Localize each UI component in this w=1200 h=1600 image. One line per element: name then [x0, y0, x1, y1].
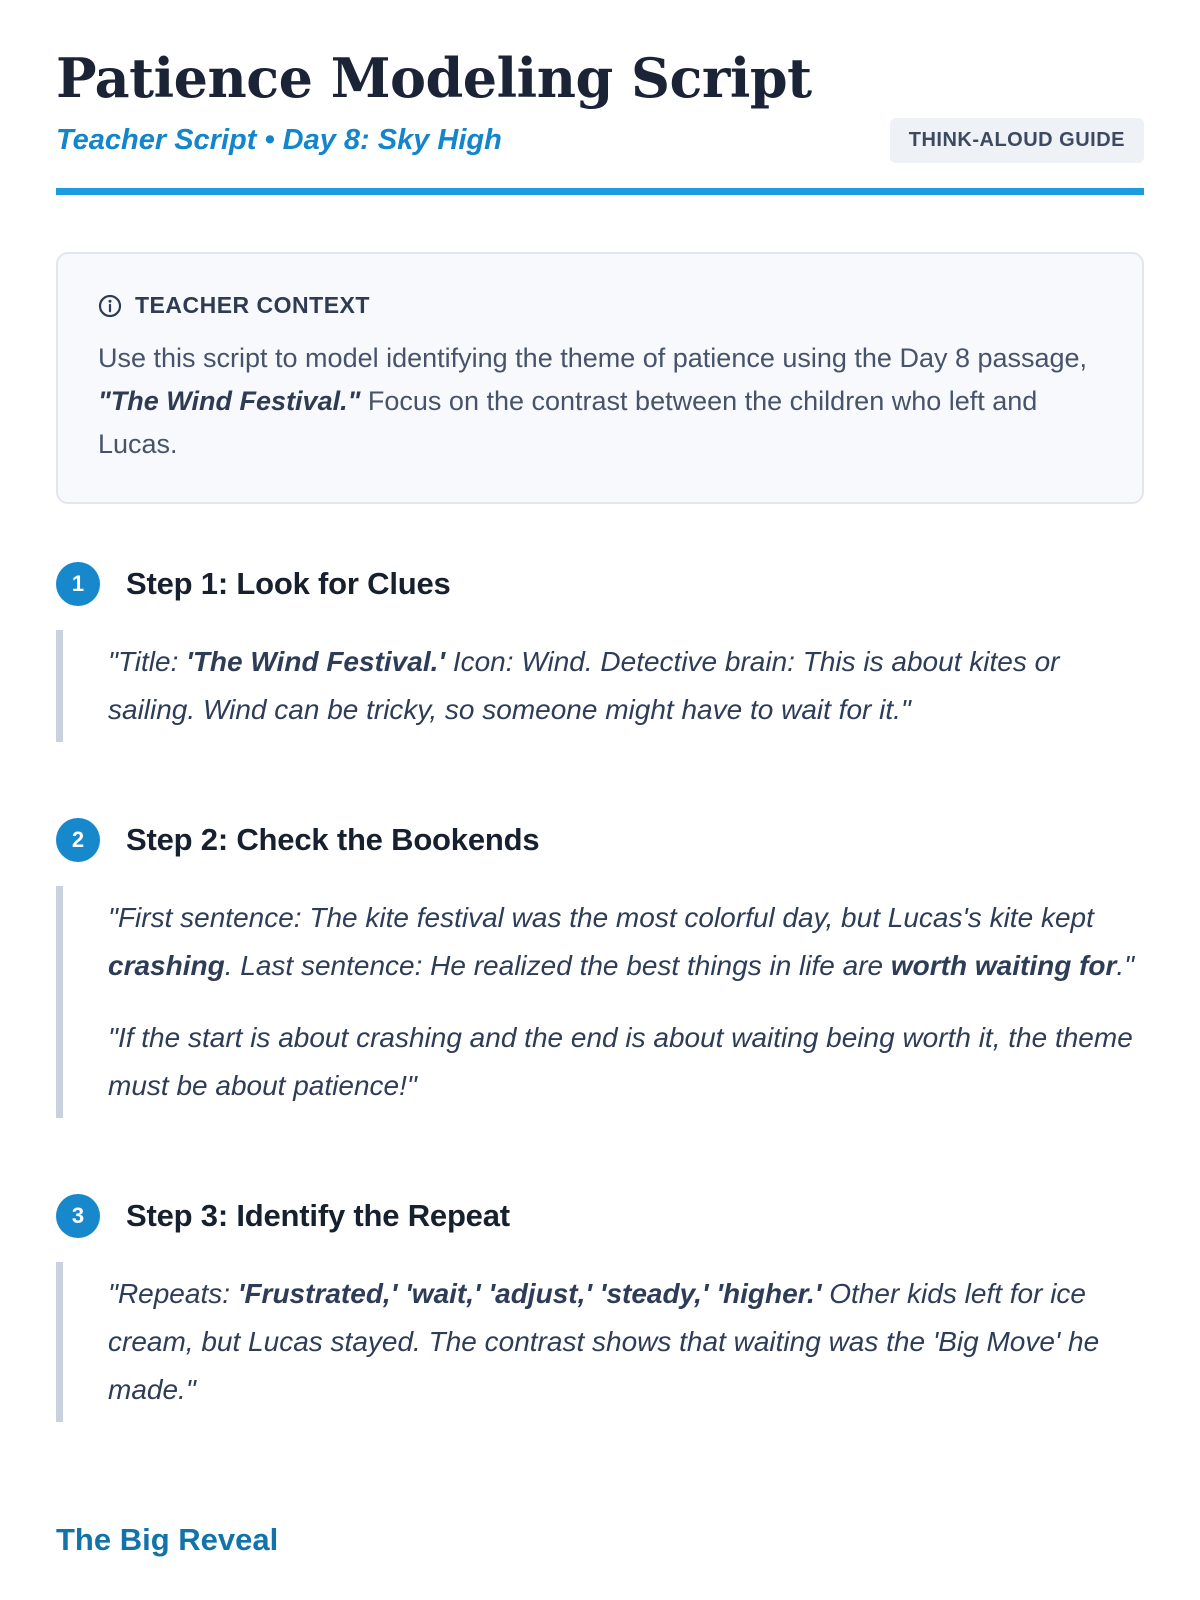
- info-icon: [98, 294, 122, 318]
- context-text: Use this script to model identifying the theme of patience using the Day 8 passage, "The Wind Festival." Focus on the contrast between the children who left and Lucas.: [98, 343, 1088, 460]
- step-3-header: [56, 1194, 1144, 1238]
- step-3-title: Step 3: Identify the Repeat: [126, 1198, 510, 1234]
- step-number-badge: 2: [56, 818, 100, 862]
- step-3-quote: [56, 1262, 1144, 1422]
- quote-paragraph: "Title: 'The Wind Festival.' Icon: Wind. Detective brain: This is about kites or sailing. Wind can be tricky, so someone might have to wait for it.": [108, 646, 1060, 726]
- step-2-quote: [56, 886, 1144, 1118]
- big-reveal-heading: The Big Reveal: [56, 1522, 279, 1558]
- step-2-title: Step 2: Check the Bookends: [126, 822, 540, 858]
- context-label: TEACHER CONTEXT: [135, 292, 370, 319]
- quote-paragraph: "If the start is about crashing and the end is about waiting being worth it, the theme must be about patience!": [108, 1022, 1133, 1102]
- subtitle-row: [56, 118, 1144, 163]
- think-aloud-guide-badge: THINK-ALOUD GUIDE: [890, 118, 1144, 163]
- context-header: [98, 292, 1102, 319]
- step-2-section: [56, 818, 1144, 1118]
- header-divider: [56, 188, 1144, 195]
- step-number-badge: 1: [56, 562, 100, 606]
- quote-paragraph: "Repeats: 'Frustrated,' 'wait,' 'adjust,' 'steady,' 'higher.' Other kids left for ice cream, but Lucas stayed. The contrast shows that waiting was the 'Big Move' he made.": [108, 1278, 1100, 1406]
- page-title: Patience Modeling Script: [56, 46, 812, 110]
- quote-paragraph: "First sentence: The kite festival was the most colorful day, but Lucas's kite kept crashing. Last sentence: He realized the best things in life are worth waiting for.": [108, 902, 1135, 982]
- teacher-context-box: [56, 252, 1144, 504]
- step-3-section: [56, 1194, 1144, 1422]
- step-number-badge: 3: [56, 1194, 100, 1238]
- step-2-header: [56, 818, 1144, 862]
- step-1-section: [56, 562, 1144, 742]
- page-subtitle: Teacher Script • Day 8: Sky High: [56, 124, 502, 157]
- step-1-quote: [56, 630, 1144, 742]
- step-1-header: [56, 562, 1144, 606]
- step-1-title: Step 1: Look for Clues: [126, 566, 451, 602]
